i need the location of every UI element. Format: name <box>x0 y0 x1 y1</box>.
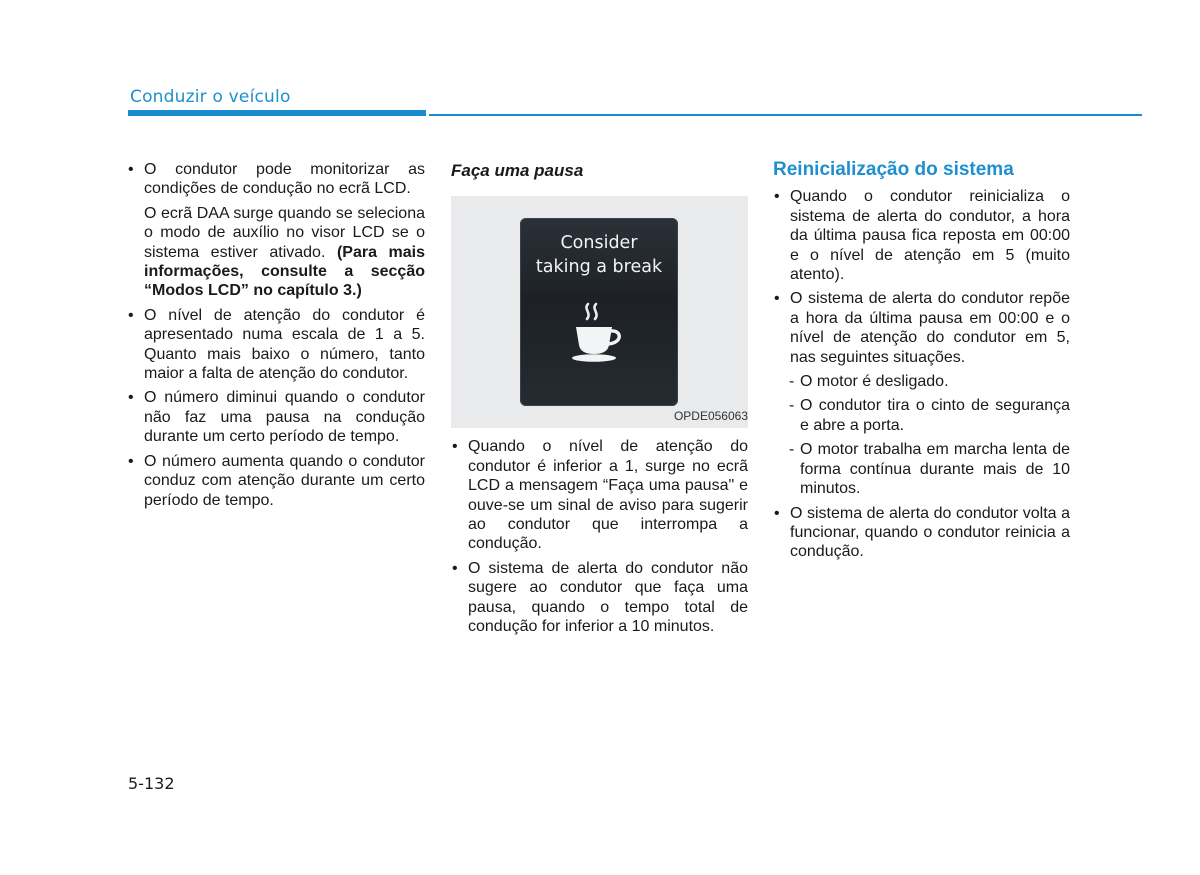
dash-text: O motor trabalha em marcha lenta de forma contínua durante mais de 10 minutos. <box>800 441 1070 498</box>
screen-message-line-1: Consider <box>560 233 638 254</box>
dash-text: O motor é desligado. <box>800 373 949 391</box>
dash-item <box>773 440 1070 498</box>
dash-item <box>773 372 1070 391</box>
lcd-screen <box>520 218 678 406</box>
figure-code: OPDE056063 <box>673 409 748 423</box>
page-number: 5-132 <box>128 774 175 793</box>
header-rule-thin <box>429 114 1142 116</box>
list-item: • O sistema de alerta do condutor não sugere ao condutor que faça uma pausa, quando o tempo total de condução for inferior a 10 minutos. <box>451 559 748 637</box>
dash-item <box>773 396 1070 435</box>
dash-text: O condutor tira o cinto de segurança e abre a porta. <box>800 397 1070 434</box>
dash-mark: - <box>789 373 795 391</box>
column-right <box>773 160 1070 567</box>
column-middle <box>451 160 748 641</box>
bullet-list-middle <box>451 437 748 636</box>
subheading-system-reset: Reinicialização do sistema <box>773 159 1014 180</box>
list-item: • Quando o nível de atenção do condutor é inferior a 1, surge no ecrã LCD a mensagem “Faça uma pausa" e ouve-se um sinal de aviso para sugerir ao condutor que interrompa a condução. <box>451 437 748 553</box>
header-rule-thick <box>128 110 426 116</box>
subheading-take-a-break: Faça uma pausa <box>451 161 584 180</box>
column-left <box>127 160 425 515</box>
coffee-cup-icon <box>566 300 630 366</box>
bullet-list-right <box>773 187 1070 367</box>
bullet-list-left <box>127 160 425 199</box>
dash-mark: - <box>789 397 795 415</box>
list-item: • O condutor pode monitorizar as condições de condução no ecrã LCD. <box>127 160 425 199</box>
list-item: • O número aumenta quando o condutor conduz com atenção durante um certo período de tempo. <box>127 452 425 510</box>
list-item: • O sistema de alerta do condutor volta a funcionar, quando o condutor reinicia a condução. <box>773 504 1070 562</box>
list-item: • O nível de atenção do condutor é apresentado numa escala de 1 a 5. Quanto mais baixo o número, tanto maior a falta de atenção do condutor. <box>127 306 425 384</box>
paragraph-text: O ecrã DAA surge quando se seleciona o modo de auxílio no visor LCD se o sistema estiver ativado. <box>144 204 425 261</box>
bullet-list-left-2 <box>127 306 425 510</box>
figure-lcd-warning <box>451 196 748 428</box>
screen-message-line-2: taking a break <box>535 257 663 278</box>
section-title: Conduzir o veículo <box>130 87 291 107</box>
list-item: • O sistema de alerta do condutor repõe a hora da última pausa em 00:00 e o nível de atenção do condutor em 5, nas seguintes situações. <box>773 289 1070 367</box>
list-item: • O número diminui quando o condutor não faz uma pausa na condução durante um certo período de tempo. <box>127 388 425 446</box>
bullet-list-right-2 <box>773 504 1070 562</box>
paragraph-daa-screen <box>127 204 425 301</box>
list-item: • Quando o condutor reinicializa o sistema de alerta do condutor, a hora da última pausa fica reposta em 00:00 e o nível de atenção em 5 (muito atento). <box>773 187 1070 284</box>
dash-mark: - <box>789 441 795 459</box>
cross-reference: (Para mais informações, consulte a secção “Modos LCD” no capítulo 3.) <box>144 243 425 300</box>
